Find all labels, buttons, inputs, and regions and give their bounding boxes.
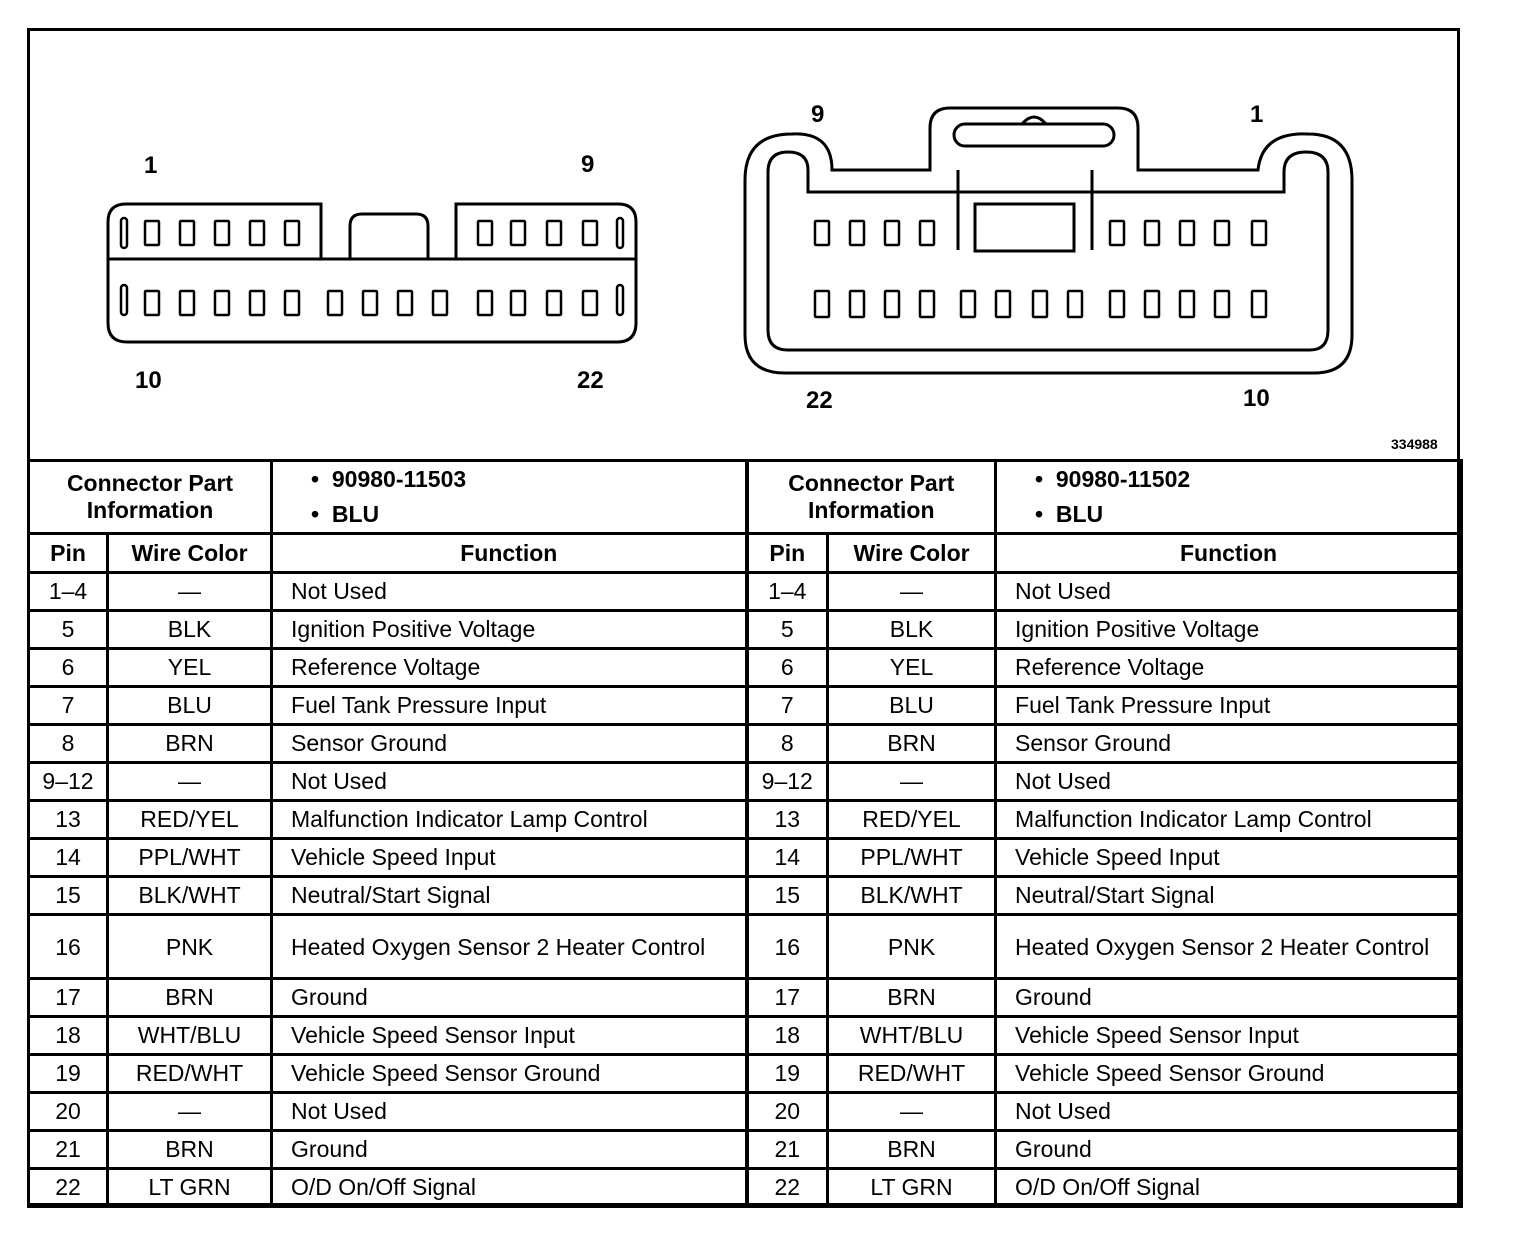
table-row <box>29 573 1462 611</box>
pin-cavity <box>1215 291 1229 317</box>
wire-color-cell: — <box>828 1093 996 1131</box>
wire-color-cell: WHT/BLU <box>828 1017 996 1055</box>
right-connector-pin9-label: 9 <box>811 101 825 128</box>
pin-cell: 21 <box>29 1131 108 1169</box>
pin-cell: 20 <box>747 1093 828 1131</box>
wire-color-cell: LT GRN <box>108 1169 272 1207</box>
wire-color-cell: BLK <box>108 611 272 649</box>
wire-color-cell: LT GRN <box>828 1169 996 1207</box>
wire-color-cell: BLK/WHT <box>108 877 272 915</box>
function-cell: O/D On/Off Signal <box>272 1169 747 1207</box>
right-connector-color: BLU <box>1055 501 1104 527</box>
wire-color-cell: RED/YEL <box>828 801 996 839</box>
pin-cavity <box>1068 291 1082 317</box>
left-connector-info-values: • 90980-11503 • BLU <box>272 461 747 534</box>
wire-color-cell: RED/WHT <box>108 1055 272 1093</box>
function-cell: Ignition Positive Voltage <box>996 611 1462 649</box>
pin-cavity <box>1180 291 1194 317</box>
pin-cavity <box>850 291 864 317</box>
pin-cavity <box>547 291 561 315</box>
right-connector-pin1-label: 1 <box>1250 101 1264 128</box>
table-row <box>29 649 1462 687</box>
function-cell: Not Used <box>996 573 1462 611</box>
function-cell: Not Used <box>996 1093 1462 1131</box>
function-cell: Heated Oxygen Sensor 2 Heater Control <box>996 915 1462 979</box>
pin-cavity <box>363 291 377 315</box>
pinout-table-wrap <box>27 459 1460 1208</box>
pin-cell: 15 <box>747 877 828 915</box>
left-wire-color-header: Wire Color <box>108 534 272 573</box>
right-pin-header: Pin <box>747 534 828 573</box>
function-cell: Malfunction Indicator Lamp Control <box>272 801 747 839</box>
pin-cell: 15 <box>29 877 108 915</box>
function-cell: Vehicle Speed Input <box>272 839 747 877</box>
pin-cell: 18 <box>29 1017 108 1055</box>
right-wire-color-header: Wire Color <box>828 534 996 573</box>
table-row <box>29 915 1462 979</box>
pin-cavity <box>815 221 829 245</box>
function-cell: Not Used <box>272 573 747 611</box>
pin-cell: 20 <box>29 1093 108 1131</box>
function-cell: O/D On/Off Signal <box>996 1169 1462 1207</box>
pin-cavity <box>583 291 597 315</box>
pin-cell: 14 <box>747 839 828 877</box>
pin-cell: 17 <box>29 979 108 1017</box>
function-cell: Neutral/Start Signal <box>996 877 1462 915</box>
wire-color-cell: — <box>828 763 996 801</box>
function-cell: Fuel Tank Pressure Input <box>996 687 1462 725</box>
wire-color-cell: YEL <box>828 649 996 687</box>
pin-cell: 18 <box>747 1017 828 1055</box>
pin-cell: 5 <box>747 611 828 649</box>
function-cell: Malfunction Indicator Lamp Control <box>996 801 1462 839</box>
pin-cell: 16 <box>747 915 828 979</box>
pin-cavity <box>121 285 127 315</box>
wire-color-cell: BLU <box>108 687 272 725</box>
pin-cavity <box>920 221 934 245</box>
right-connector-info-label: Connector Part Information <box>747 461 996 534</box>
pin-cell: 9–12 <box>747 763 828 801</box>
pin-cavity <box>145 221 159 245</box>
pin-cavity <box>285 221 299 245</box>
function-cell: Neutral/Start Signal <box>272 877 747 915</box>
pin-cavity <box>1215 221 1229 245</box>
pin-cell: 16 <box>29 915 108 979</box>
pinout-rows <box>29 573 1462 1207</box>
column-header-row <box>29 534 1462 573</box>
function-cell: Vehicle Speed Sensor Input <box>996 1017 1462 1055</box>
right-connector-info-values: • 90980-11502 • BLU <box>996 461 1462 534</box>
pin-cell: 22 <box>747 1169 828 1207</box>
pin-cell: 6 <box>747 649 828 687</box>
function-cell: Sensor Ground <box>996 725 1462 763</box>
wire-color-cell: — <box>108 1093 272 1131</box>
pin-cavity <box>920 291 934 317</box>
left-connector-pin1-label: 1 <box>144 152 158 179</box>
pin-cavity <box>1110 291 1124 317</box>
left-connector-pin10-label: 10 <box>135 367 162 394</box>
function-cell: Ground <box>996 979 1462 1017</box>
function-cell: Reference Voltage <box>996 649 1462 687</box>
pin-cavity <box>145 291 159 315</box>
table-row <box>29 839 1462 877</box>
pin-cavity <box>478 291 492 315</box>
pin-cavity <box>180 291 194 315</box>
pin-cavity <box>215 221 229 245</box>
table-row <box>29 611 1462 649</box>
function-cell: Vehicle Speed Sensor Input <box>272 1017 747 1055</box>
pin-cavity <box>433 291 447 315</box>
right-connector <box>745 108 1352 373</box>
wire-color-cell: WHT/BLU <box>108 1017 272 1055</box>
wire-color-cell: — <box>108 763 272 801</box>
pin-cavity <box>1145 291 1159 317</box>
wire-color-cell: BRN <box>828 1131 996 1169</box>
pin-cavity <box>583 221 597 245</box>
pin-cell: 13 <box>747 801 828 839</box>
pin-cavity <box>961 291 975 317</box>
pin-cavity <box>617 285 623 315</box>
connector-diagram <box>0 0 1520 460</box>
pin-cell: 22 <box>29 1169 108 1207</box>
pin-cavity <box>1110 221 1124 245</box>
left-connector-pin9-label: 9 <box>581 151 595 178</box>
pin-cavity <box>215 291 229 315</box>
wire-color-cell: RED/YEL <box>108 801 272 839</box>
pin-cell: 8 <box>747 725 828 763</box>
pin-cell: 19 <box>747 1055 828 1093</box>
wire-color-cell: RED/WHT <box>828 1055 996 1093</box>
function-cell: Not Used <box>272 763 747 801</box>
function-cell: Ground <box>272 979 747 1017</box>
connector-info-row <box>29 461 1462 534</box>
pin-cavity <box>996 291 1010 317</box>
function-cell: Ground <box>272 1131 747 1169</box>
pin-cavity <box>1252 221 1266 245</box>
pinout-table <box>27 459 1463 1208</box>
wire-color-cell: PNK <box>108 915 272 979</box>
table-row <box>29 763 1462 801</box>
wire-color-cell: BLK/WHT <box>828 877 996 915</box>
pin-cell: 19 <box>29 1055 108 1093</box>
pin-cell: 6 <box>29 649 108 687</box>
right-connector-pins <box>815 221 1266 317</box>
pin-cell: 5 <box>29 611 108 649</box>
left-connector <box>108 204 636 342</box>
left-connector-pins <box>121 218 623 315</box>
wire-color-cell: BRN <box>108 979 272 1017</box>
pin-cavity <box>885 291 899 317</box>
function-cell: Vehicle Speed Sensor Ground <box>996 1055 1462 1093</box>
table-row <box>29 1017 1462 1055</box>
pin-cavity <box>250 221 264 245</box>
table-row <box>29 687 1462 725</box>
right-part-number: 90980-11502 <box>1055 466 1191 492</box>
pin-cavity <box>885 221 899 245</box>
pin-cavity <box>850 221 864 245</box>
pin-cavity <box>1252 291 1266 317</box>
wire-color-cell: BLK <box>828 611 996 649</box>
pin-cavity <box>547 221 561 245</box>
pin-cell: 7 <box>747 687 828 725</box>
wire-color-cell: BRN <box>828 979 996 1017</box>
right-function-header: Function <box>996 534 1462 573</box>
wire-color-cell: PPL/WHT <box>108 839 272 877</box>
pin-cavity <box>121 218 127 248</box>
right-connector-pin10-label: 10 <box>1243 385 1270 412</box>
pin-cell: 13 <box>29 801 108 839</box>
pin-cell: 1–4 <box>29 573 108 611</box>
table-row <box>29 1169 1462 1207</box>
left-pin-header: Pin <box>29 534 108 573</box>
pin-cell: 9–12 <box>29 763 108 801</box>
pin-cavity <box>511 291 525 315</box>
pin-cavity <box>1180 221 1194 245</box>
function-cell: Ignition Positive Voltage <box>272 611 747 649</box>
pin-cavity <box>1145 221 1159 245</box>
wire-color-cell: BRN <box>828 725 996 763</box>
table-row <box>29 1055 1462 1093</box>
function-cell: Sensor Ground <box>272 725 747 763</box>
wire-color-cell: BRN <box>108 725 272 763</box>
left-part-number: 90980-11503 <box>331 466 467 492</box>
function-cell: Not Used <box>996 763 1462 801</box>
wire-color-cell: PNK <box>828 915 996 979</box>
figure-id: 334988 <box>1391 436 1438 452</box>
pin-cavity <box>617 218 623 248</box>
function-cell: Heated Oxygen Sensor 2 Heater Control <box>272 915 747 979</box>
pin-cell: 7 <box>29 687 108 725</box>
pin-cell: 17 <box>747 979 828 1017</box>
wire-color-cell: PPL/WHT <box>828 839 996 877</box>
left-function-header: Function <box>272 534 747 573</box>
table-row <box>29 1093 1462 1131</box>
table-row <box>29 725 1462 763</box>
table-row <box>29 979 1462 1017</box>
pin-cell: 21 <box>747 1131 828 1169</box>
pin-cavity <box>328 291 342 315</box>
pin-cavity <box>478 221 492 245</box>
table-row <box>29 801 1462 839</box>
pin-cavity <box>180 221 194 245</box>
function-cell: Vehicle Speed Sensor Ground <box>272 1055 747 1093</box>
wire-color-cell: — <box>108 573 272 611</box>
table-row <box>29 877 1462 915</box>
pin-cavity <box>815 291 829 317</box>
function-cell: Fuel Tank Pressure Input <box>272 687 747 725</box>
left-connector-info-label: Connector Part Information <box>29 461 272 534</box>
pin-cavity <box>511 221 525 245</box>
pin-cavity <box>1033 291 1047 317</box>
table-row <box>29 1131 1462 1169</box>
pin-cavity <box>398 291 412 315</box>
function-cell: Vehicle Speed Input <box>996 839 1462 877</box>
pin-cell: 1–4 <box>747 573 828 611</box>
pin-cell: 8 <box>29 725 108 763</box>
right-connector-pin22-label: 22 <box>806 387 833 414</box>
wire-color-cell: BRN <box>108 1131 272 1169</box>
pin-cell: 14 <box>29 839 108 877</box>
function-cell: Not Used <box>272 1093 747 1131</box>
left-connector-pin22-label: 22 <box>577 367 604 394</box>
wire-color-cell: YEL <box>108 649 272 687</box>
left-connector-color: BLU <box>331 501 380 527</box>
wire-color-cell: BLU <box>828 687 996 725</box>
function-cell: Reference Voltage <box>272 649 747 687</box>
pin-cavity <box>250 291 264 315</box>
pin-cavity <box>285 291 299 315</box>
function-cell: Ground <box>996 1131 1462 1169</box>
wire-color-cell: — <box>828 573 996 611</box>
